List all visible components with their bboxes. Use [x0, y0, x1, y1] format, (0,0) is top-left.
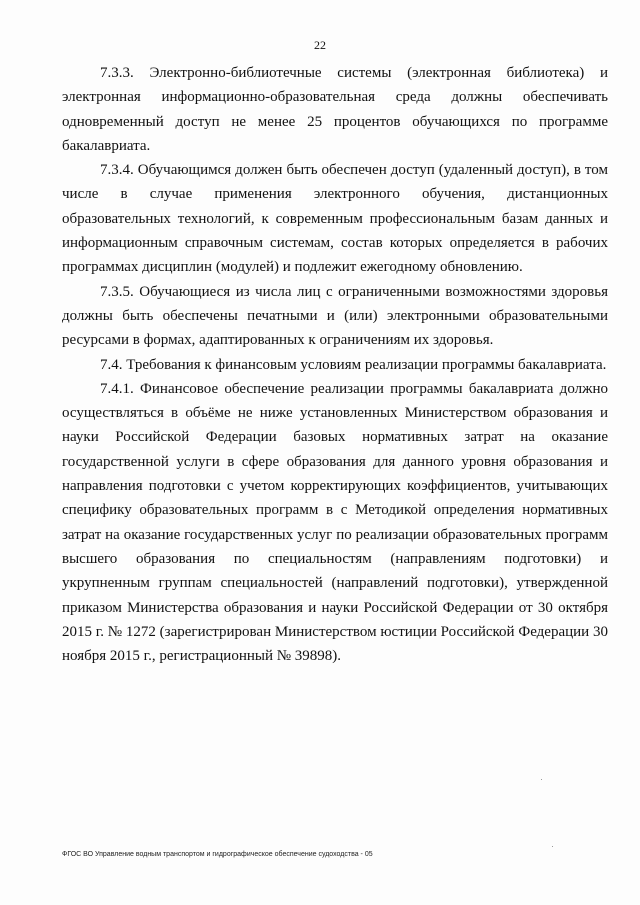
- page-number: 22: [314, 38, 326, 52]
- scan-speck: [552, 846, 553, 847]
- paragraph-7-4-1: 7.4.1. Финансовое обеспечение реализации программы бакалавриата должно осуществляться в объёме не ниже установленных Министерством образования и науки Российской Федерации базовых нормативных затрат на оказание государственной услуги в сфере образования для данного уровня образования и направления подготовки с учетом корректирующих коэффициентов, учитывающих специфику образовательных программ в с Методикой определения нормативных затрат на оказание государственных услуг по реализации образовательных программ высшего образования по специальностям (направлениям подготовки) и укрупненным группам специальностей (направлений подготовки), утвержденной приказом Министерства образования и науки Российской Федерации от 30 октября 2015 г. № 1272 (зарегистрирован Министерством юстиции Российской Федерации 30 ноября 2015 г., регистрационный № 39898).: [62, 380, 608, 665]
- document-body: [62, 61, 608, 668]
- paragraph-7-3-5: 7.3.5. Обучающиеся из числа лиц с ограниченными возможностями здоровья должны быть обеспечены печатными и (или) электронными образовательными ресурсами в формах, адаптированных к ограничениям их здоровья.: [62, 283, 608, 349]
- paragraph-7-4: 7.4. Требования к финансовым условиям реализации программы бакалавриата.: [100, 356, 607, 373]
- paragraph-7-3-3: 7.3.3. Электронно-библиотечные системы (электронная библиотека) и электронная информационно-образовательная среда должны обеспечивать одновременный доступ не менее 25 процентов обучающихся по программе бакалавриата.: [62, 65, 608, 154]
- scan-speck: [541, 779, 542, 780]
- document-footer: ФГОС ВО Управление водным транспортом и гидрографическое обеспечение судоходства - 05: [62, 851, 373, 858]
- paragraph-7-3-4: 7.3.4. Обучающимся должен быть обеспечен доступ (удаленный доступ), в том числе в случае применения электронного обучения, дистанционных образовательных технологий, к современным профессиональным базам данных и информационным справочным системам, состав которых определяется в рабочих программах дисциплин (модулей) и подлежит ежегодному обновлению.: [62, 162, 608, 276]
